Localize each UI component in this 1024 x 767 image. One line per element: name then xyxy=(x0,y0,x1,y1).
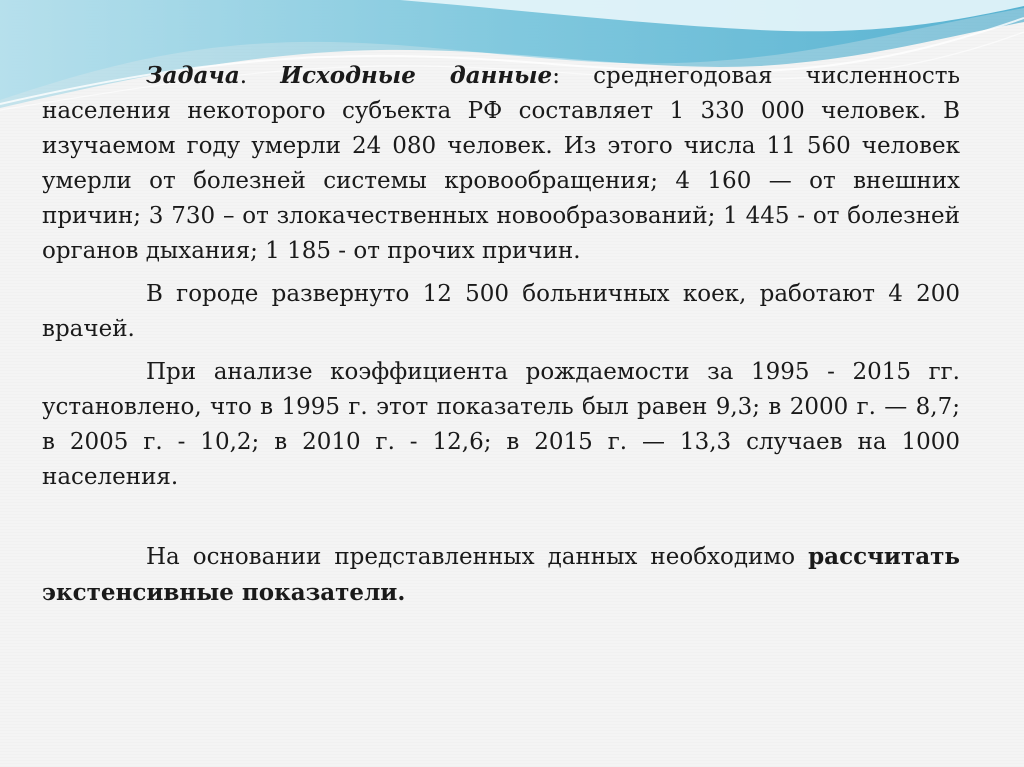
task-instruction-bold: рассчитать экстенсивные показатели. xyxy=(42,543,960,606)
task-paragraph-4-text: На основании представленных данных необходимо xyxy=(146,544,809,570)
task-text-block xyxy=(42,58,960,619)
task-separator: . xyxy=(239,63,281,89)
task-paragraph-1-text: : среднегодовая численность населения некоторого субъекта РФ составляет 1 330 000 человек. В изучаемом году умерли 24 080 человек. Из этого числа 11 560 человек умерли от болезней системы кровообращения; 4 160 — от внешних причин; 3 730 – от злокачественных новообразований; 1 445 - от болезней органов дыхания; 1 185 - от прочих причин. xyxy=(42,63,961,264)
task-label: Задача xyxy=(146,62,240,89)
task-paragraph-2 xyxy=(42,277,960,347)
task-paragraph-1 xyxy=(42,58,960,269)
task-paragraph-4 xyxy=(42,539,960,611)
task-paragraph-3 xyxy=(42,355,960,495)
task-paragraph-2-text: В городе развернуто 12 500 больничных коек, работают 4 200 врачей. xyxy=(42,281,960,342)
input-data-label: Исходные данные xyxy=(280,62,553,89)
task-paragraph-3-text: При анализе коэффициента рождаемости за 1995 - 2015 гг. установлено, что в 1995 г. этот показатель был равен 9,3; в 2000 г. — 8,7; в 2005 г. - 10,2; в 2010 г. - 12,6; в 2015 г. — 13,3 случаев на 1000 населения. xyxy=(42,359,960,490)
